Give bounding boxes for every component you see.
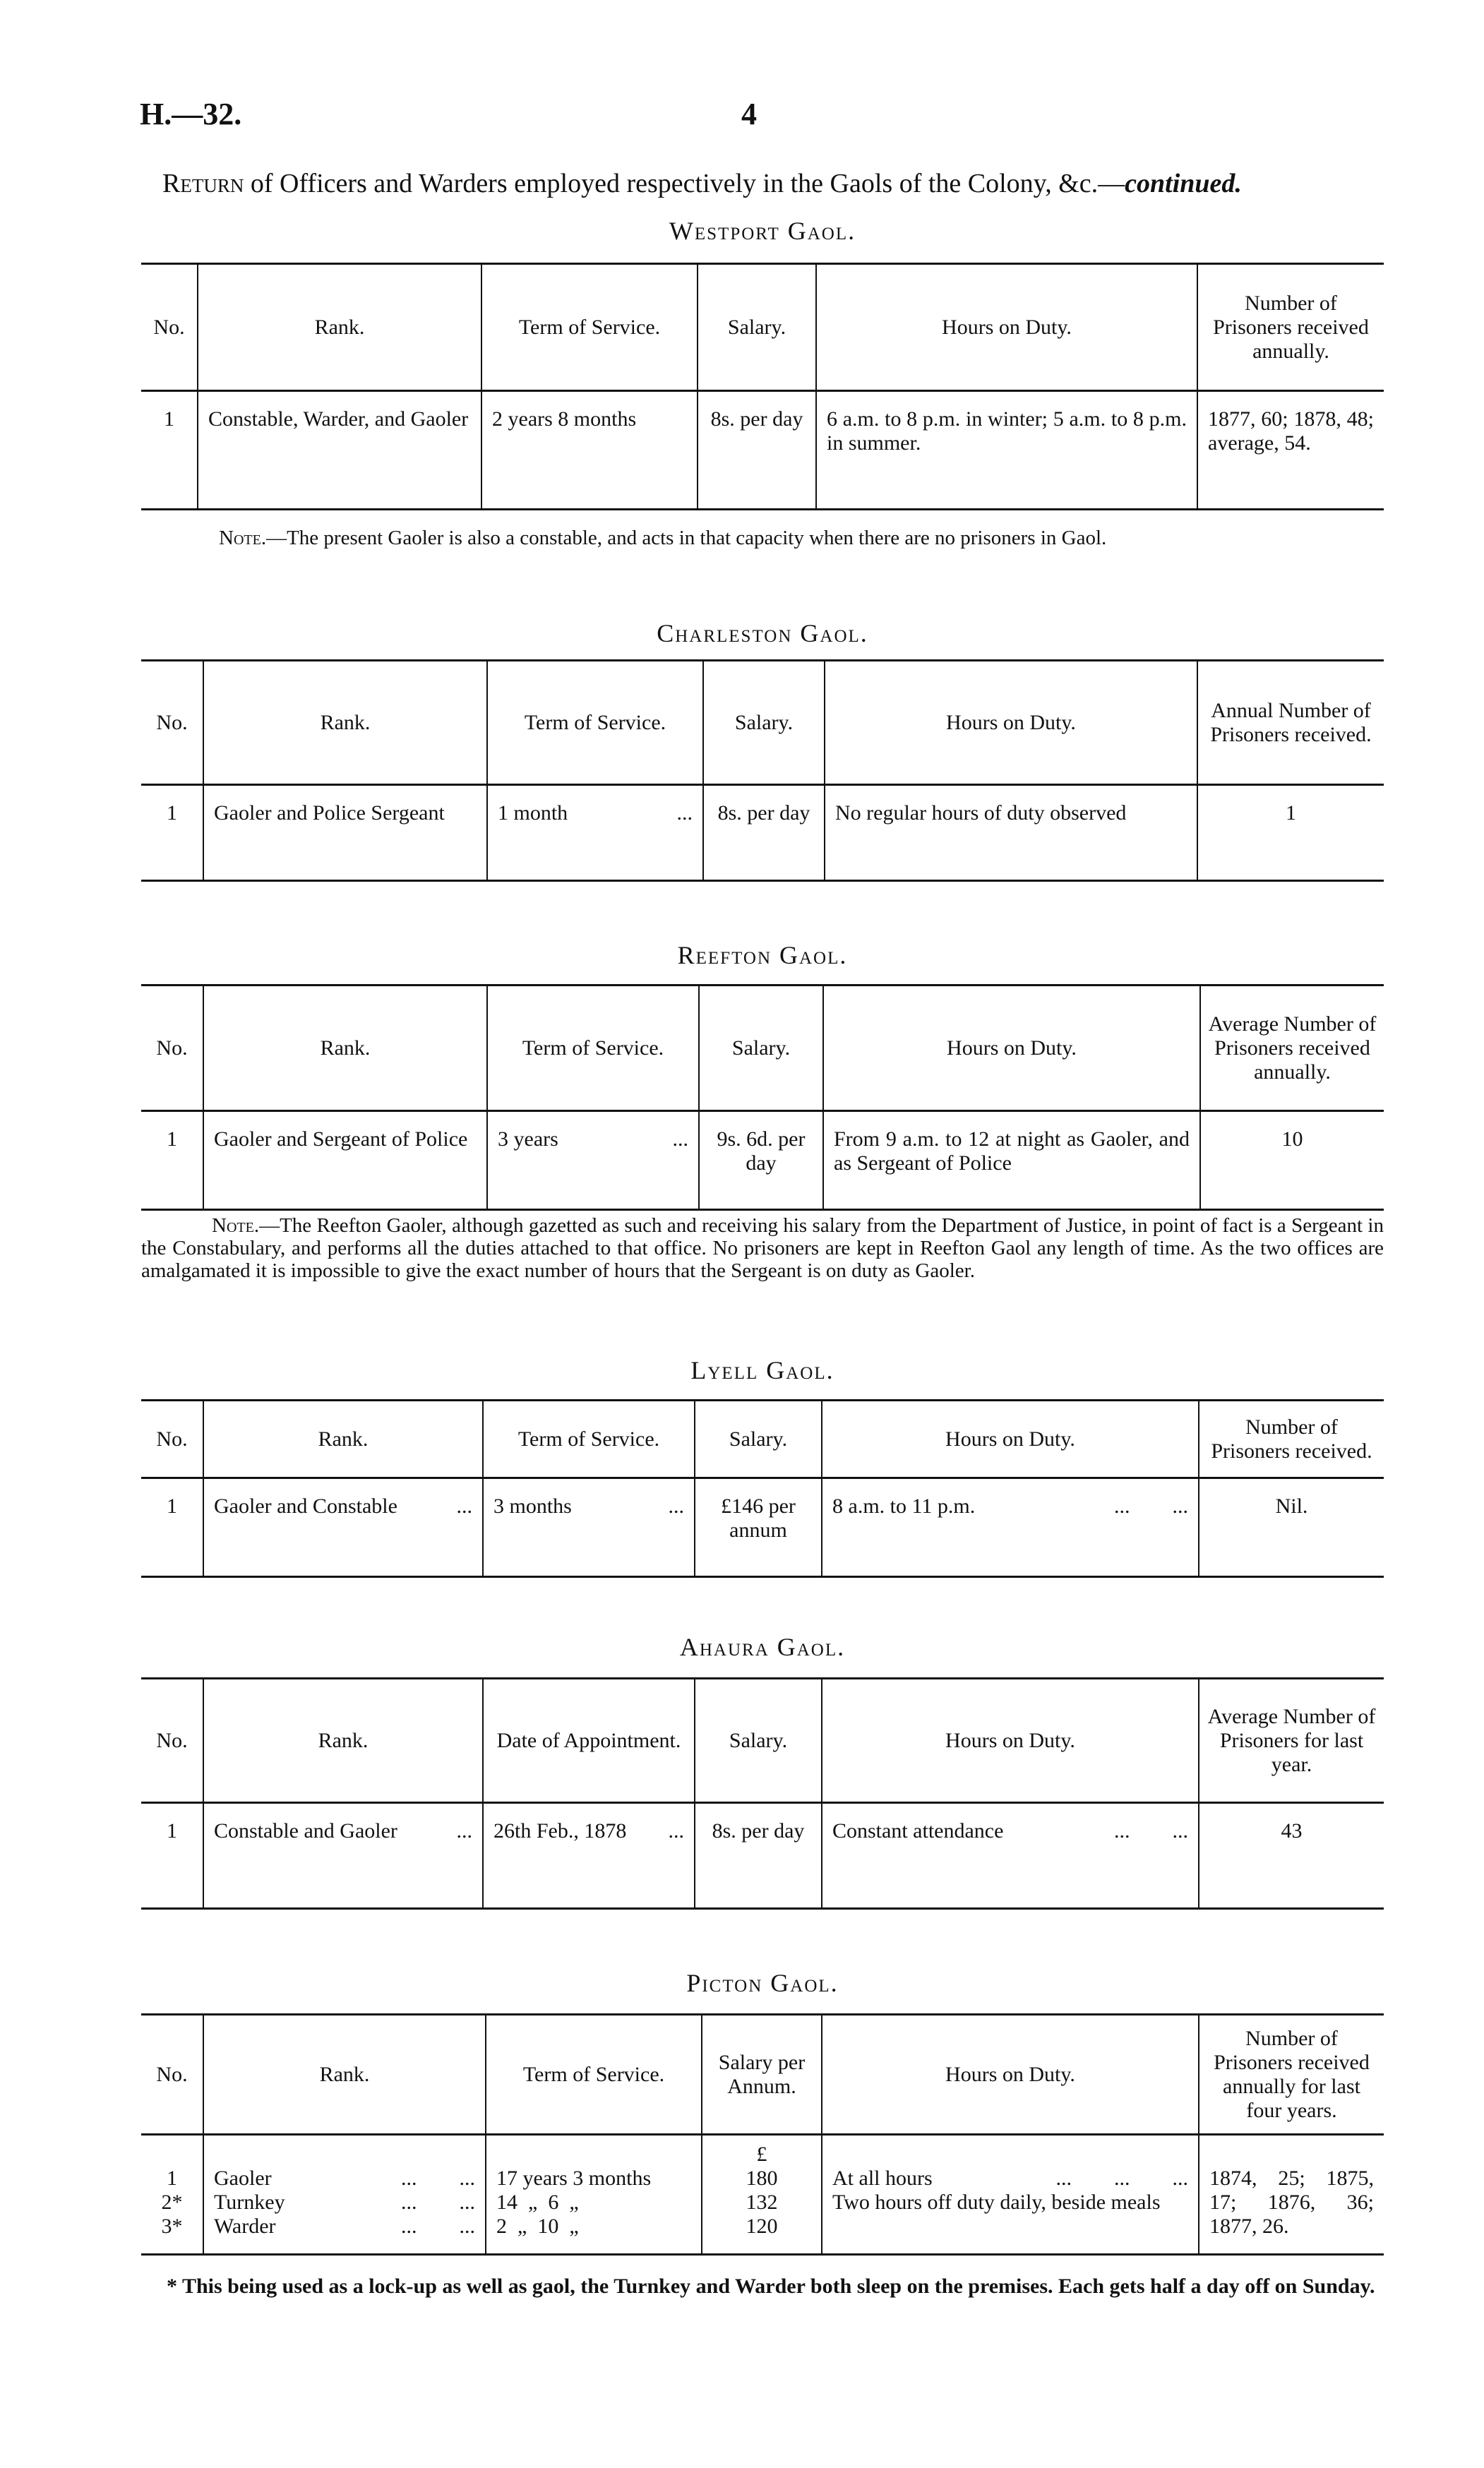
hours-text: Constant attendance (832, 1819, 1004, 1843)
cell-rank: Constable, Warder, and Gaoler (198, 391, 481, 510)
cell-salary (702, 2135, 822, 2255)
cell-prisoners: 10 (1200, 1111, 1384, 1210)
hours-line (832, 2167, 1188, 2191)
reefton-note (141, 1214, 1384, 1282)
table-header-row (141, 264, 1384, 391)
row-salary: 132 (746, 2191, 778, 2214)
col-rank: Rank. (198, 264, 481, 391)
col-salary: Salary. (699, 986, 823, 1111)
col-rank: Rank. (203, 1679, 483, 1803)
row-rank (214, 2167, 475, 2191)
col-hours: Hours on Duty. (816, 264, 1197, 391)
table-header-row (141, 1679, 1384, 1803)
lyell-table (141, 1399, 1384, 1578)
table-row (141, 785, 1384, 881)
col-hours: Hours on Duty. (823, 986, 1200, 1111)
table-row (141, 1803, 1384, 1909)
row-term: 14 „ 6 „ (496, 2191, 579, 2214)
date-dots: ... (668, 1819, 684, 1843)
reefton-table (141, 984, 1384, 1211)
cell-term (487, 1111, 699, 1210)
ahaura-title: Ahaura Gaol. (679, 1633, 846, 1661)
term-text: 3 years (498, 1127, 558, 1151)
cell-term (486, 2135, 702, 2255)
col-prisoners: Number of Prisoners received annually for last four years. (1199, 2015, 1384, 2135)
page-code: H.—32. (140, 97, 242, 131)
hours-text: At all hours (832, 2167, 933, 2190)
reefton-title: Reefton Gaol. (677, 941, 848, 969)
cell-no (141, 2135, 203, 2255)
col-no: No. (141, 264, 198, 391)
col-no: No. (141, 986, 203, 1111)
westport-title: Westport Gaol. (669, 217, 856, 245)
table-header-row (141, 1401, 1384, 1478)
cell-hours: From 9 a.m. to 12 at night as Gaoler, and as Sergeant of Police (823, 1111, 1200, 1210)
table-row (141, 391, 1384, 510)
picton-title: Picton Gaol. (686, 1969, 839, 1997)
row-rank (214, 2215, 475, 2239)
col-date: Date of Appointment. (483, 1679, 695, 1803)
title-prefix: Return (162, 169, 244, 198)
cell-prisoners: 1874, 25; 1875, 17; 1876, 36; 1877, 26. (1199, 2135, 1384, 2255)
cell-term (487, 785, 703, 881)
cell-hours (822, 1803, 1199, 1909)
row-term: 17 years 3 months (496, 2167, 652, 2190)
term-dots: ... (668, 1494, 684, 1518)
table-row (141, 1478, 1384, 1577)
rank-text: Gaoler and Constable (214, 1494, 397, 1518)
col-term: Term of Service. (487, 986, 699, 1111)
col-rank: Rank. (203, 1401, 483, 1478)
col-term: Term of Service. (486, 2015, 702, 2135)
ahaura-table (141, 1677, 1384, 1910)
note-text: —The present Gaoler is also a constable, and acts in that capacity when there are no prisoners in Gaol. (266, 527, 1107, 549)
date-text: 26th Feb., 1878 (493, 1819, 627, 1843)
col-salary: Salary per Annum. (702, 2015, 822, 2135)
cell-hours: 6 a.m. to 8 p.m. in winter; 5 a.m. to 8 p.m. in summer. (816, 391, 1197, 510)
col-no: No. (141, 1679, 203, 1803)
lyell-title: Lyell Gaol. (690, 1356, 834, 1384)
row-no: 3* (161, 2215, 183, 2238)
cell-date (483, 1803, 695, 1909)
page-number: 4 (741, 97, 757, 131)
col-rank: Rank. (203, 2015, 486, 2135)
cell-term (483, 1478, 695, 1577)
currency-symbol: £ (756, 2143, 767, 2166)
cell-rank (203, 2135, 486, 2255)
picton-table (141, 2013, 1384, 2256)
table-header-row (141, 661, 1384, 785)
rank-text: Constable and Gaoler (214, 1819, 397, 1843)
col-no: No. (141, 661, 203, 785)
col-prisoners: Annual Number of Prisoners received. (1197, 661, 1384, 785)
col-salary: Salary. (698, 264, 816, 391)
col-salary: Salary. (703, 661, 825, 785)
cell-hours (822, 1478, 1199, 1577)
term-text: 3 months (493, 1494, 572, 1518)
col-hours: Hours on Duty. (822, 1679, 1199, 1803)
charleston-table (141, 659, 1384, 882)
note-text: —The Reefton Gaoler, although gazetted as such and receiving his salary from the Department of Justice, in point of fact is a Sergeant in the Constabulary, and performs all the duties attached to that office. No prisoners are kept in Reefton Gaol any length of time. As the two offices are amalgamated it is impossible to give the exact number of hours that the Sergeant is on duty as Gaoler. (141, 1214, 1384, 1282)
cell-hours: No regular hours of duty observed (825, 785, 1197, 881)
col-prisoners: Number of Prisoners received. (1199, 1401, 1384, 1478)
table-row (141, 1111, 1384, 1210)
rank-dots: ... ... (401, 2191, 475, 2214)
cell-salary: 8s. per day (703, 785, 825, 881)
cell-rank (203, 1803, 483, 1909)
table-header-row (141, 2015, 1384, 2135)
rank-text: Warder (214, 2215, 276, 2238)
cell-salary: 8s. per day (698, 391, 816, 510)
col-prisoners: Average Number of Prisoners received annually. (1200, 986, 1384, 1111)
cell-no: 1 (167, 801, 177, 825)
westport-note (219, 527, 1377, 549)
col-no: No. (141, 1401, 203, 1478)
col-no: No. (141, 2015, 203, 2135)
page-header (140, 96, 1382, 138)
col-term: Term of Service. (487, 661, 703, 785)
cell-prisoners: 1877, 60; 1878, 48; average, 54. (1197, 391, 1384, 510)
hours-dots: ... ... (1114, 1819, 1188, 1843)
rank-text: Turnkey (214, 2191, 285, 2214)
rank-dots: ... (456, 1819, 472, 1843)
cell-salary: 9s. 6d. per day (699, 1111, 823, 1210)
cell-prisoners: 43 (1199, 1803, 1384, 1909)
cell-rank: Gaoler and Sergeant of Police (203, 1111, 487, 1210)
col-hours: Hours on Duty. (822, 2015, 1199, 2135)
westport-table (141, 263, 1384, 510)
cell-no: 1 (167, 1494, 177, 1518)
title-continued: continued. (1125, 169, 1242, 198)
hours-dots: ... ... ... (1055, 2167, 1188, 2190)
note-label: Note. (212, 1214, 260, 1237)
hours-line: Two hours off duty daily, beside meals (832, 2191, 1161, 2214)
rank-dots: ... (456, 1494, 472, 1518)
cell-term: 2 years 8 months (481, 391, 698, 510)
cell-prisoners: 1 (1197, 785, 1384, 881)
cell-salary: £146 per annum (695, 1478, 822, 1577)
cell-no: 1 (167, 1127, 177, 1151)
row-rank (214, 2191, 475, 2215)
col-salary: Salary. (695, 1401, 822, 1478)
row-no: 2* (161, 2191, 183, 2214)
cell-rank: Gaoler and Police Sergeant (203, 785, 487, 881)
page-title (162, 168, 1391, 199)
cell-rank (203, 1478, 483, 1577)
col-prisoners: Number of Prisoners received annually. (1197, 264, 1384, 391)
col-rank: Rank. (203, 986, 487, 1111)
row-salary: 120 (746, 2215, 778, 2238)
note-label: Note. (219, 527, 267, 549)
col-salary: Salary. (695, 1679, 822, 1803)
col-term: Term of Service. (483, 1401, 695, 1478)
cell-prisoners: Nil. (1199, 1478, 1384, 1577)
cell-no: 1 (164, 407, 174, 431)
cell-hours (822, 2135, 1199, 2255)
col-hours: Hours on Duty. (822, 1401, 1199, 1478)
row-term: 2 „ 10 „ (496, 2215, 579, 2238)
rank-dots: ... ... (401, 2167, 475, 2190)
charleston-title: Charleston Gaol. (657, 619, 868, 647)
cell-salary: 8s. per day (695, 1803, 822, 1909)
rank-text: Gaoler (214, 2167, 272, 2190)
row-salary: 180 (746, 2167, 778, 2190)
picton-footnote: * This being used as a lock-up as well as gaol, the Turnkey and Warder both sleep on the premises. Each gets half a day off on Sunday. (167, 2275, 1375, 2298)
rank-dots: ... ... (401, 2215, 475, 2238)
term-dots: ... (672, 1127, 688, 1151)
hours-dots: ... ... (1114, 1494, 1188, 1518)
col-rank: Rank. (203, 661, 487, 785)
term-text: 1 month (498, 801, 568, 825)
col-prisoners: Average Number of Prisoners for last year. (1199, 1679, 1384, 1803)
title-main: of Officers and Warders employed respectively in the Gaols of the Colony, &c.— (244, 169, 1125, 198)
hours-text: 8 a.m. to 11 p.m. (832, 1494, 976, 1518)
table-header-row (141, 986, 1384, 1111)
row-no: 1 (167, 2167, 177, 2190)
term-dots: ... (676, 801, 693, 825)
cell-no: 1 (167, 1819, 177, 1843)
table-row (141, 2135, 1384, 2255)
col-hours: Hours on Duty. (825, 661, 1197, 785)
col-term: Term of Service. (481, 264, 698, 391)
